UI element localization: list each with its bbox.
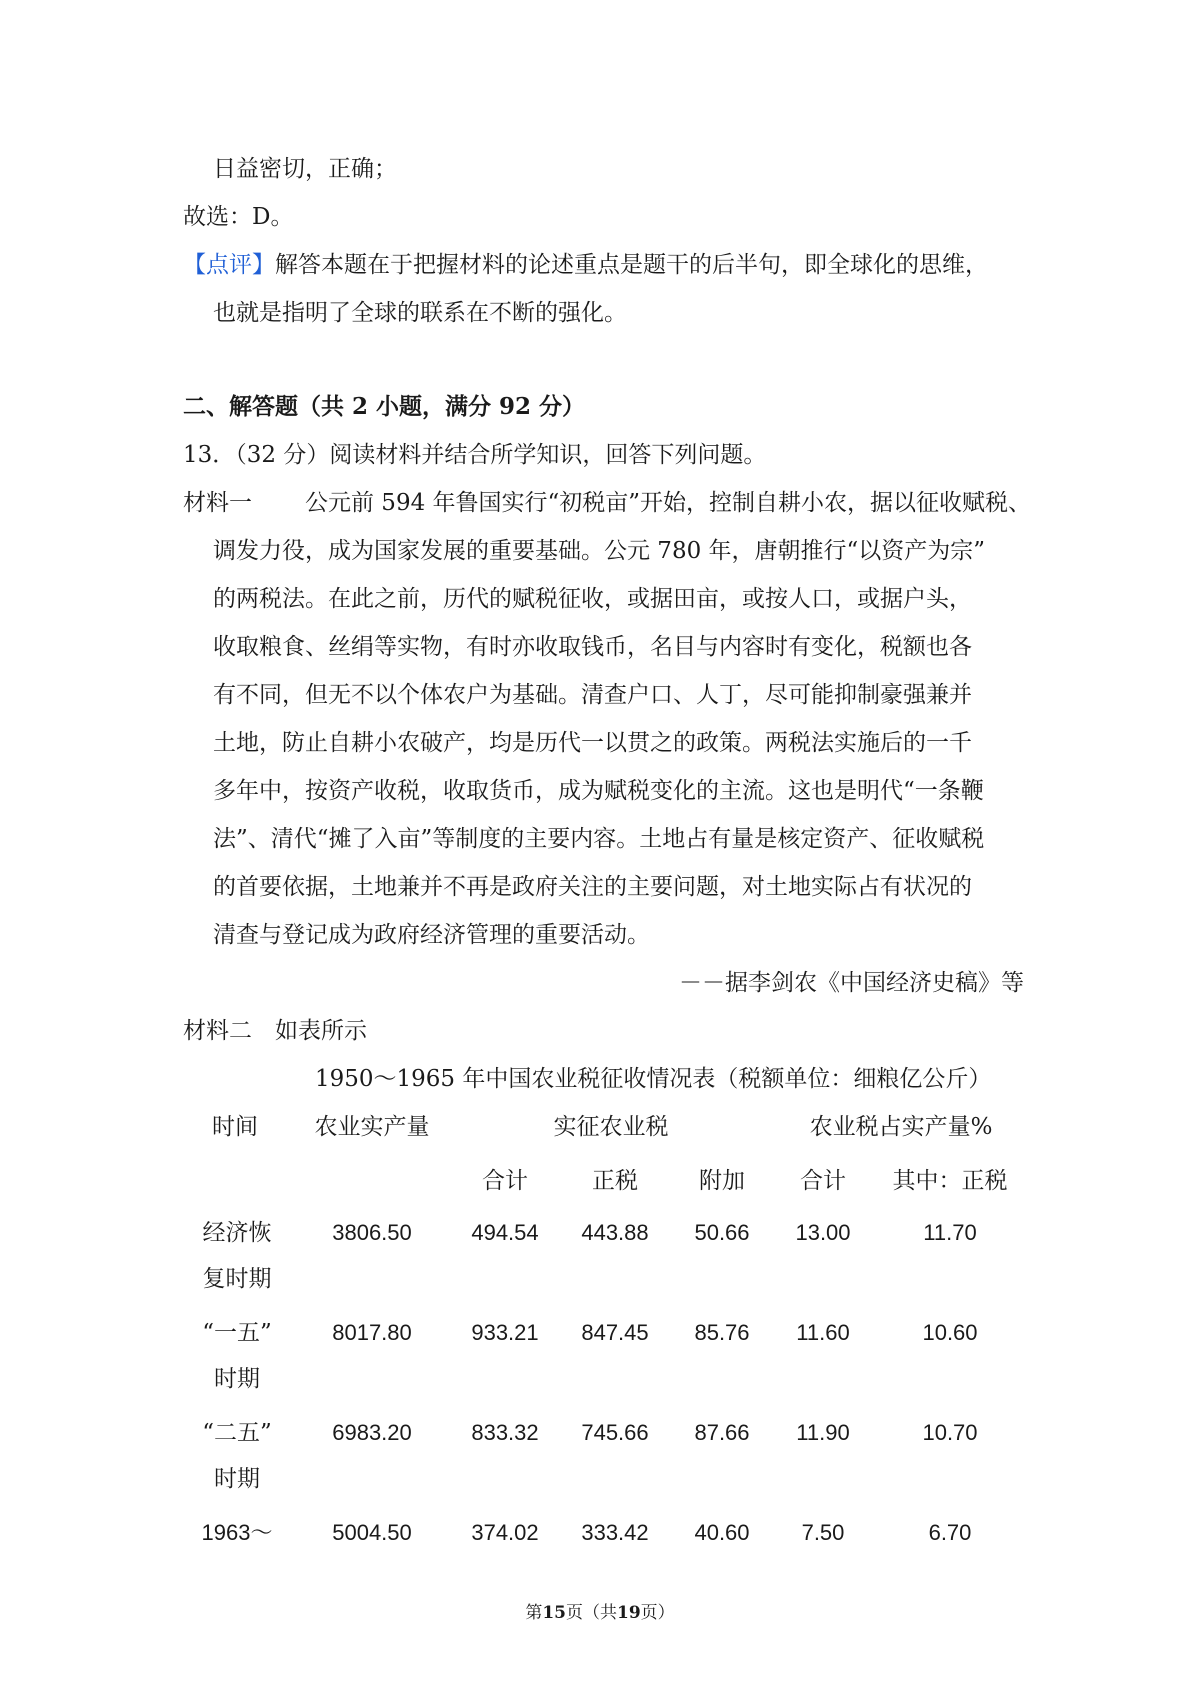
page-footer [0, 1598, 1200, 1623]
row-yield: 5004.50 [332, 1520, 412, 1545]
row-ratio-main: 10.60 [922, 1320, 978, 1345]
subheader-ratio-main: 其中：正税 [892, 1168, 1008, 1194]
subheader-surcharge: 附加 [699, 1168, 745, 1194]
footer-prefix: 第 [525, 1603, 543, 1623]
subheader-main-tax: 正税 [592, 1168, 638, 1194]
footer-mid: 页（共 [566, 1603, 617, 1623]
section-heading: 二、解答题（共 2 小题，满分 92 分） [183, 393, 586, 420]
row-surcharge: 87.66 [694, 1420, 750, 1445]
row-main-tax: 847.45 [581, 1320, 649, 1345]
material-one-label: 材料一 [183, 490, 252, 516]
row-ratio-total: 11.90 [796, 1420, 850, 1445]
comment-text-2: 也就是指明了全球的联系在不断的强化。 [213, 300, 627, 326]
row-yield: 3806.50 [332, 1220, 412, 1245]
row-main-tax: 443.88 [581, 1220, 649, 1245]
row-period: “二五” [202, 1420, 272, 1446]
footer-suffix: 页） [640, 1603, 675, 1623]
material-one-line: 土地，防止自耕小农破产，均是历代一以贯之的政策。两税法实施后的一千 [213, 730, 972, 756]
row-surcharge: 40.60 [694, 1520, 750, 1545]
footer-page-number: 15 [542, 1603, 566, 1623]
header-levied-tax: 实征农业税 [553, 1114, 669, 1140]
prev-answer-line: 日益密切，正确； [213, 156, 397, 182]
row-tax-total: 933.21 [471, 1320, 539, 1345]
row-main-tax: 333.42 [581, 1520, 649, 1545]
row-period: 时期 [214, 1366, 260, 1392]
material-one-line: 调发力役，成为国家发展的重要基础。公元 780 年，唐朝推行“以资产为宗” [213, 538, 986, 564]
material-one-line: 多年中，按资产收税，收取货币，成为赋税变化的主流。这也是明代“一条鞭 [213, 778, 984, 804]
answer-choice: 故选：D。 [183, 204, 294, 230]
row-period: 1963～ [201, 1520, 273, 1545]
row-ratio-total: 13.00 [795, 1220, 851, 1245]
material-one-source: －－据李剑农《中国经济史稿》等 [679, 970, 1024, 996]
row-tax-total: 494.54 [471, 1220, 539, 1245]
row-surcharge: 50.66 [694, 1220, 750, 1245]
footer-total-pages: 19 [617, 1603, 641, 1623]
row-period: 时期 [214, 1466, 260, 1492]
material-one-line: 法”、清代“摊了入亩”等制度的主要内容。土地占有量是核定资产、征收赋税 [213, 826, 985, 852]
row-ratio-total: 7.50 [801, 1520, 845, 1545]
row-tax-total: 374.02 [471, 1520, 539, 1545]
subheader-ratio-total: 合计 [800, 1168, 846, 1194]
row-yield: 6983.20 [332, 1420, 412, 1445]
row-surcharge: 85.76 [694, 1320, 750, 1345]
material-two-label: 材料二 如表所示 [183, 1018, 367, 1044]
row-period: 经济恢 [202, 1220, 272, 1246]
row-main-tax: 745.66 [581, 1420, 649, 1445]
material-one-line: 清查与登记成为政府经济管理的重要活动。 [213, 922, 650, 948]
row-ratio-main: 11.70 [923, 1220, 977, 1245]
header-time: 时间 [212, 1114, 258, 1140]
comment-tag: 【点评】 [183, 252, 275, 278]
material-one-line: 收取粮食、丝绢等实物，有时亦收取钱币，名目与内容时有变化，税额也各 [213, 634, 972, 660]
material-one-line: 有不同，但无不以个体农户为基础。清查户口、人丁，尽可能抑制豪强兼并 [213, 682, 972, 708]
subheader-total: 合计 [482, 1168, 528, 1194]
material-one-line: 的首要依据，土地兼并不再是政府关注的主要问题，对土地实际占有状况的 [213, 874, 972, 900]
row-yield: 8017.80 [332, 1320, 412, 1345]
header-tax-ratio: 农业税占实产量% [809, 1114, 993, 1140]
comment-text-1: 解答本题在于把握材料的论述重点是题干的后半句，即全球化的思维， [275, 252, 988, 278]
row-tax-total: 833.32 [471, 1420, 539, 1445]
row-period: 复时期 [202, 1266, 272, 1292]
material-one-line: 公元前 594 年鲁国实行“初税亩”开始，控制自耕小农，据以征收赋税、 [305, 490, 1032, 516]
row-ratio-main: 6.70 [928, 1520, 972, 1545]
question-stem: 13．（32 分）阅读材料并结合所学知识，回答下列问题。 [183, 442, 767, 468]
material-one-line: 的两税法。在此之前，历代的赋税征收，或据田亩，或按人口，或据户头， [213, 586, 972, 612]
table-title: 1950～1965 年中国农业税征收情况表（税额单位：细粮亿公斤） [315, 1066, 992, 1092]
header-yield: 农业实产量 [314, 1114, 430, 1140]
comment-paragraph [183, 250, 988, 280]
row-ratio-total: 11.60 [796, 1320, 850, 1345]
row-ratio-main: 10.70 [922, 1420, 978, 1445]
row-period: “一五” [202, 1320, 272, 1346]
